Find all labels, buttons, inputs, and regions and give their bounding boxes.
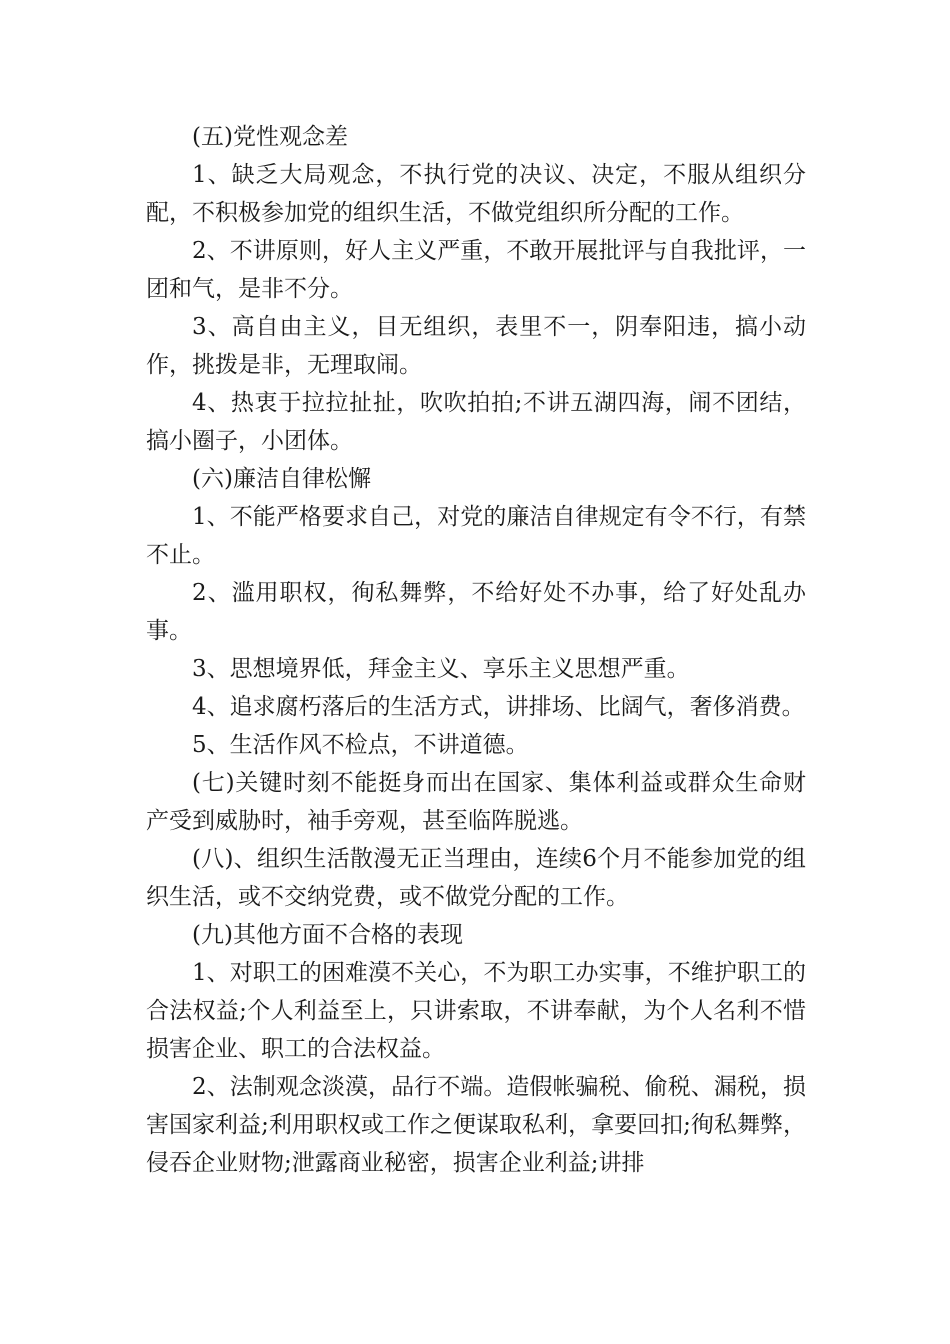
document-page	[146, 118, 806, 1182]
paragraph: 1、不能严格要求自己，对党的廉洁自律规定有令不行，有禁不止。	[146, 504, 806, 568]
section-heading-9: (九)其他方面不合格的表现	[192, 922, 463, 948]
paragraph: 1、对职工的困难漠不关心，不为职工办实事，不维护职工的合法权益;个人利益至上，只讲索取，不讲奉献，为个人名利不惜损害企业、职工的合法权益。	[146, 960, 806, 1062]
paragraph: 5、生活作风不检点，不讲道德。	[192, 732, 529, 758]
paragraph: 2、不讲原则，好人主义严重，不敢开展批评与自我批评，一团和气，是非不分。	[146, 238, 806, 302]
paragraph: 2、法制观念淡漠，品行不端。造假帐骗税、偷税、漏税，损害国家利益;利用职权或工作之便谋取私利，拿要回扣;徇私舞弊，侵吞企业财物;泄露商业秘密，损害企业利益;讲排	[146, 1074, 806, 1176]
section-paragraph-7: (七)关键时刻不能挺身而出在国家、集体利益或群众生命财产受到威胁时，袖手旁观，甚至临阵脱逃。	[146, 770, 806, 834]
section-paragraph-8: (八)、组织生活散漫无正当理由，连续6个月不能参加党的组织生活，或不交纳党费，或不做党分配的工作。	[146, 846, 806, 910]
paragraph: 4、追求腐朽落后的生活方式，讲排场、比阔气，奢侈消费。	[192, 694, 805, 720]
paragraph: 3、高自由主义，目无组织，表里不一，阴奉阳违，搞小动作，挑拨是非，无理取闹。	[146, 314, 806, 378]
paragraph: 4、热衷于拉拉扯扯，吹吹拍拍;不讲五湖四海，闹不团结，搞小圈子，小团体。	[146, 390, 806, 454]
paragraph: 2、滥用职权，徇私舞弊，不给好处不办事，给了好处乱办事。	[146, 580, 806, 644]
section-heading-5: (五)党性观念差	[192, 124, 348, 150]
paragraph: 3、思想境界低，拜金主义、享乐主义思想严重。	[192, 656, 690, 682]
section-heading-6: (六)廉洁自律松懈	[192, 466, 371, 492]
paragraph: 1、缺乏大局观念，不执行党的决议、决定，不服从组织分配，不积极参加党的组织生活，不做党组织所分配的工作。	[146, 162, 806, 226]
